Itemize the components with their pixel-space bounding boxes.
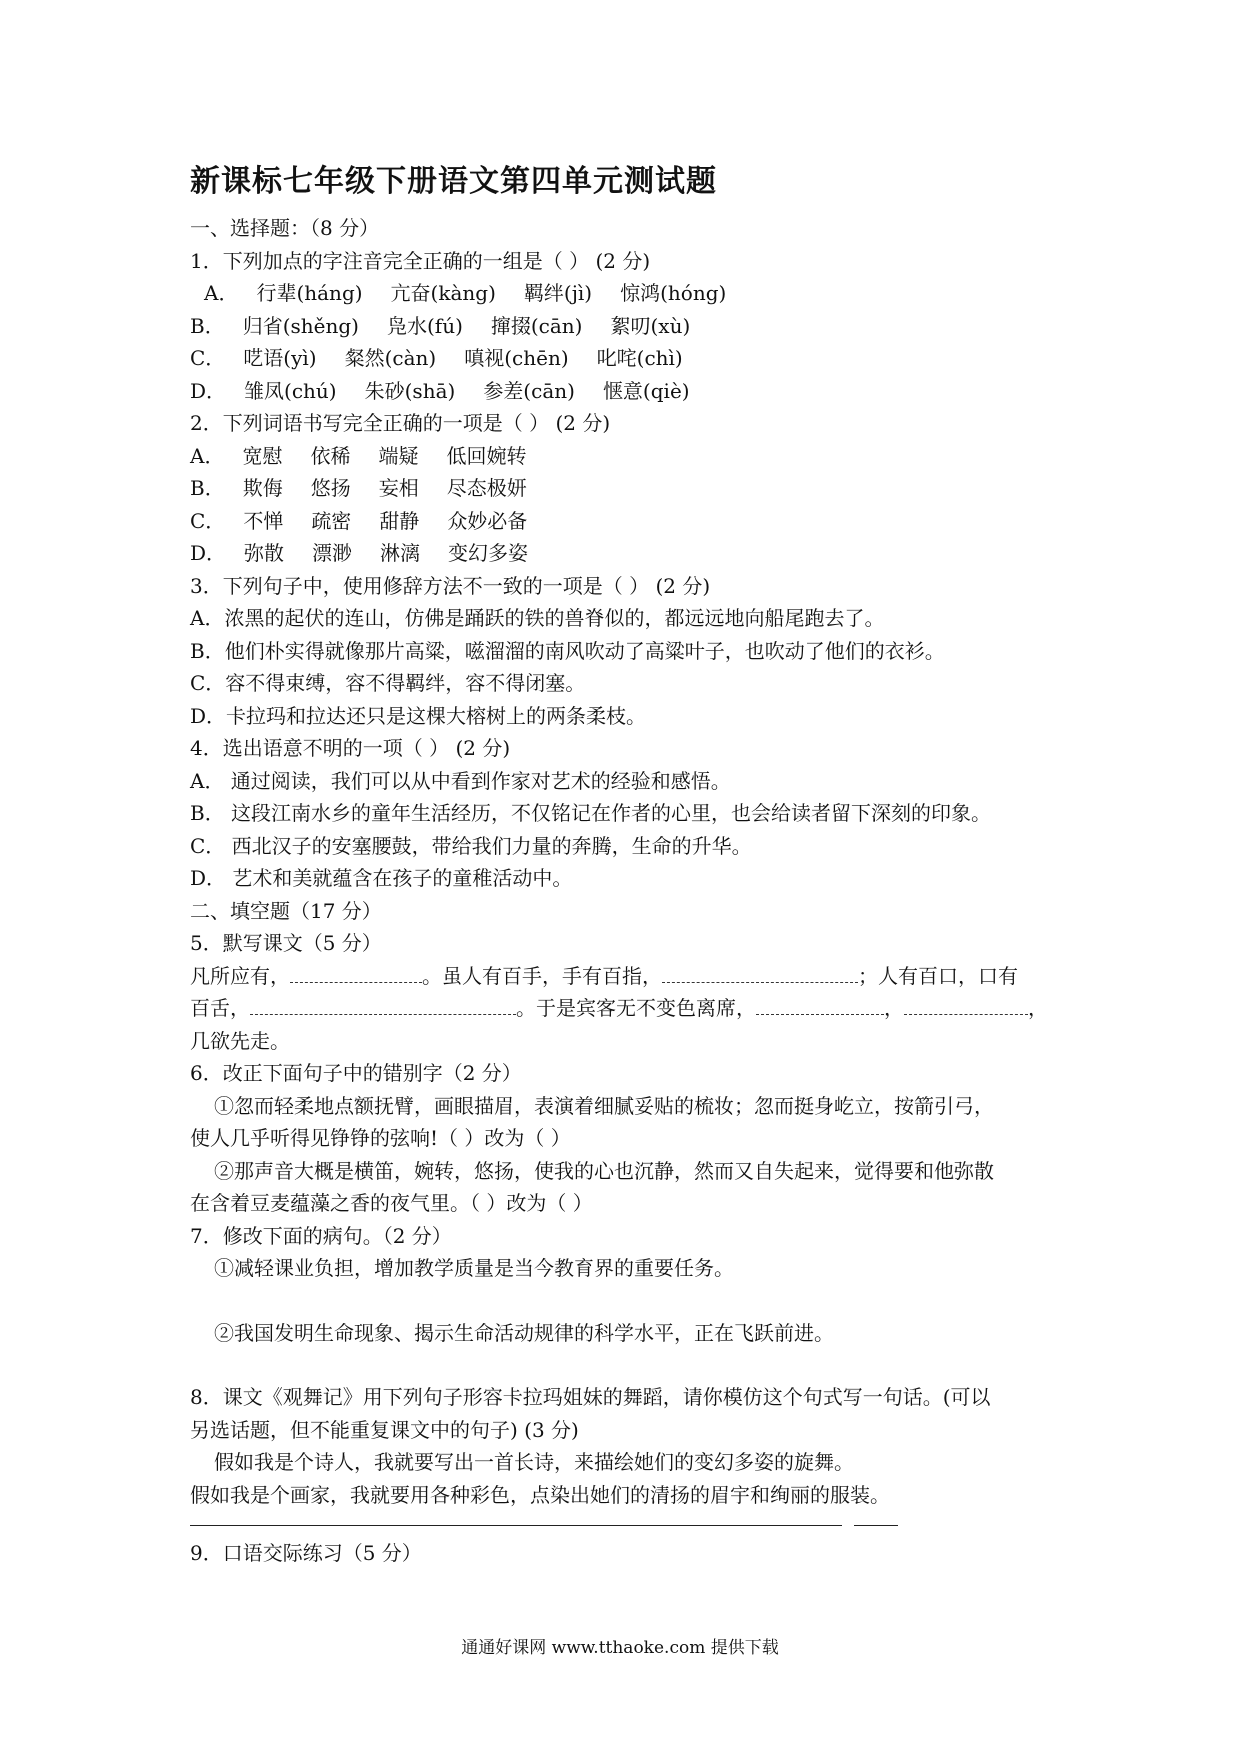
question-4-option-c: C． 西北汉子的安塞腰鼓，带给我们力量的奔腾，生命的升华。 [190,833,752,858]
fill-blank[interactable] [904,996,1028,1015]
question-4-option-b: B． 这段江南水乡的童年生活经历，不仅铭记在作者的心里，也会给读者留下深刻的印象。 [190,801,992,825]
fill-blank[interactable] [662,964,858,983]
question-8-example-1: 假如我是个诗人，我就要写出一首长诗，来描绘她们的变幻多姿的旋舞。 [214,1450,854,1474]
question-5-line-2: 百舌， 。于是宾客无不变色离席， ， ， [190,996,1048,1020]
section-heading-fill: 二、填空题（17 分） [190,898,382,923]
question-5-stem: 5．默写课文（5 分） [190,931,382,955]
fill-blank[interactable] [290,964,422,983]
question-5-line-3: 几欲先走。 [190,1028,290,1053]
answer-space [190,1285,1070,1317]
answer-space [190,1349,1070,1381]
question-3-option-c: C．容不得束缚，容不得羁绊，容不得闭塞。 [190,671,586,695]
question-3-option-b: B．他们朴实得就像那片高粱，嗞溜溜的南风吹动了高粱叶子，也吹动了他们的衣衫。 [190,638,945,663]
question-9-stem: 9．口语交际练习（5 分） [190,1541,422,1565]
section-heading-choice: 一、选择题：（8 分） [190,216,380,240]
question-5-line-1: 凡所应有， 。虽人有百手，手有百指， ；人有百口，口有 [190,963,1018,988]
question-3-stem: 3．下列句子中，使用修辞方法不一致的一项是（ ） (2 分) [190,573,711,598]
answer-line-long [190,1525,842,1526]
answer-line-short [854,1525,898,1526]
question-3-option-d: D．卡拉玛和拉达还只是这棵大榕树上的两条柔枝。 [190,703,647,728]
question-3-option-a: A．浓黑的起伏的连山，仿佛是踊跃的铁的兽脊似的，都远远地向船尾跑去了。 [190,606,885,630]
question-2-option-a: A． 宽慰 依稀 端疑 低回婉转 [190,443,527,468]
exam-page [190,160,1070,1570]
question-6-sentence-1a: ①忽而轻柔地点额抚臂，画眼描眉，表演着细腻妥贴的梳妆；忽而挺身屹立，按箭引弓， [214,1093,994,1118]
question-6-sentence-2a: ②那声音大概是横笛，婉转，悠扬，使我的心也沉静，然而又自失起来，觉得要和他弥散 [214,1158,994,1183]
fill-blank[interactable] [250,996,516,1015]
question-1-option-b: B． 归省(shěng) 凫水(fú) 撺掇(cān) 絮叨(xù) [190,313,691,338]
question-6-sentence-1b: 使人几乎听得见铮铮的弦响!（ ）改为（ ） [190,1126,571,1150]
question-2-option-c: C． 不惮 疏密 甜静 众妙必备 [190,508,528,533]
question-4-option-a: A． 通过阅读，我们可以从中看到作家对艺术的经验和感悟。 [190,768,731,793]
question-2-stem: 2．下列词语书写完全正确的一项是（ ） (2 分) [190,411,611,435]
question-7-sentence-1: ①减轻课业负担，增加教学质量是当今教育界的重要任务。 [214,1256,734,1280]
page-title: 新课标七年级下册语文第四单元测试题 [190,164,717,199]
question-8-stem-1: 8．课文《观舞记》用下列句子形容卡拉玛姐妹的舞蹈，请你模仿这个句式写一句话。(可以 [190,1385,991,1409]
question-2-option-d: D． 弥散 漂渺 淋漓 变幻多姿 [190,541,529,565]
question-1-stem: 1．下列加点的字注音完全正确的一组是（ ） (2 分) [190,248,651,273]
question-8-example-2: 假如我是个画家，我就要用各种彩色，点染出她们的清扬的眉宇和绚丽的服装。 [190,1482,890,1507]
question-2-option-b: B． 欺侮 悠扬 妄相 尽态极妍 [190,476,527,500]
question-1-option-c: C． 呓语(yì) 粲然(càn) 嗔视(chēn) 叱咤(chì) [190,346,683,370]
question-1-option-a: A． 行辈(háng) 亢奋(kàng) 羁绊(jì) 惊鸿(hóng) [204,281,727,305]
page-footer: 通通好课网 www.tthaoke.com 提供下载 [461,1638,779,1658]
question-6-stem: 6．改正下面句子中的错别字（2 分） [190,1061,522,1085]
question-7-sentence-2: ②我国发明生命现象、揭示生命活动规律的科学水平，正在飞跃前进。 [214,1320,834,1345]
answer-line[interactable] [190,1511,1070,1537]
question-6-sentence-2b: 在含着豆麦蕴藻之香的夜气里。（ ）改为（ ） [190,1191,593,1215]
question-8-stem-2: 另选话题，但不能重复课文中的句子) (3 分) [190,1417,579,1442]
question-1-option-d: D． 雏凤(chú) 朱砂(shā) 参差(cān) 惬意(qiè) [190,378,690,403]
question-4-stem: 4．选出语意不明的一项（ ） (2 分) [190,736,511,760]
fill-blank[interactable] [756,996,884,1015]
question-4-option-d: D． 艺术和美就蕴含在孩子的童稚活动中。 [190,866,573,890]
question-7-stem: 7．修改下面的病句。（2 分） [190,1223,452,1248]
